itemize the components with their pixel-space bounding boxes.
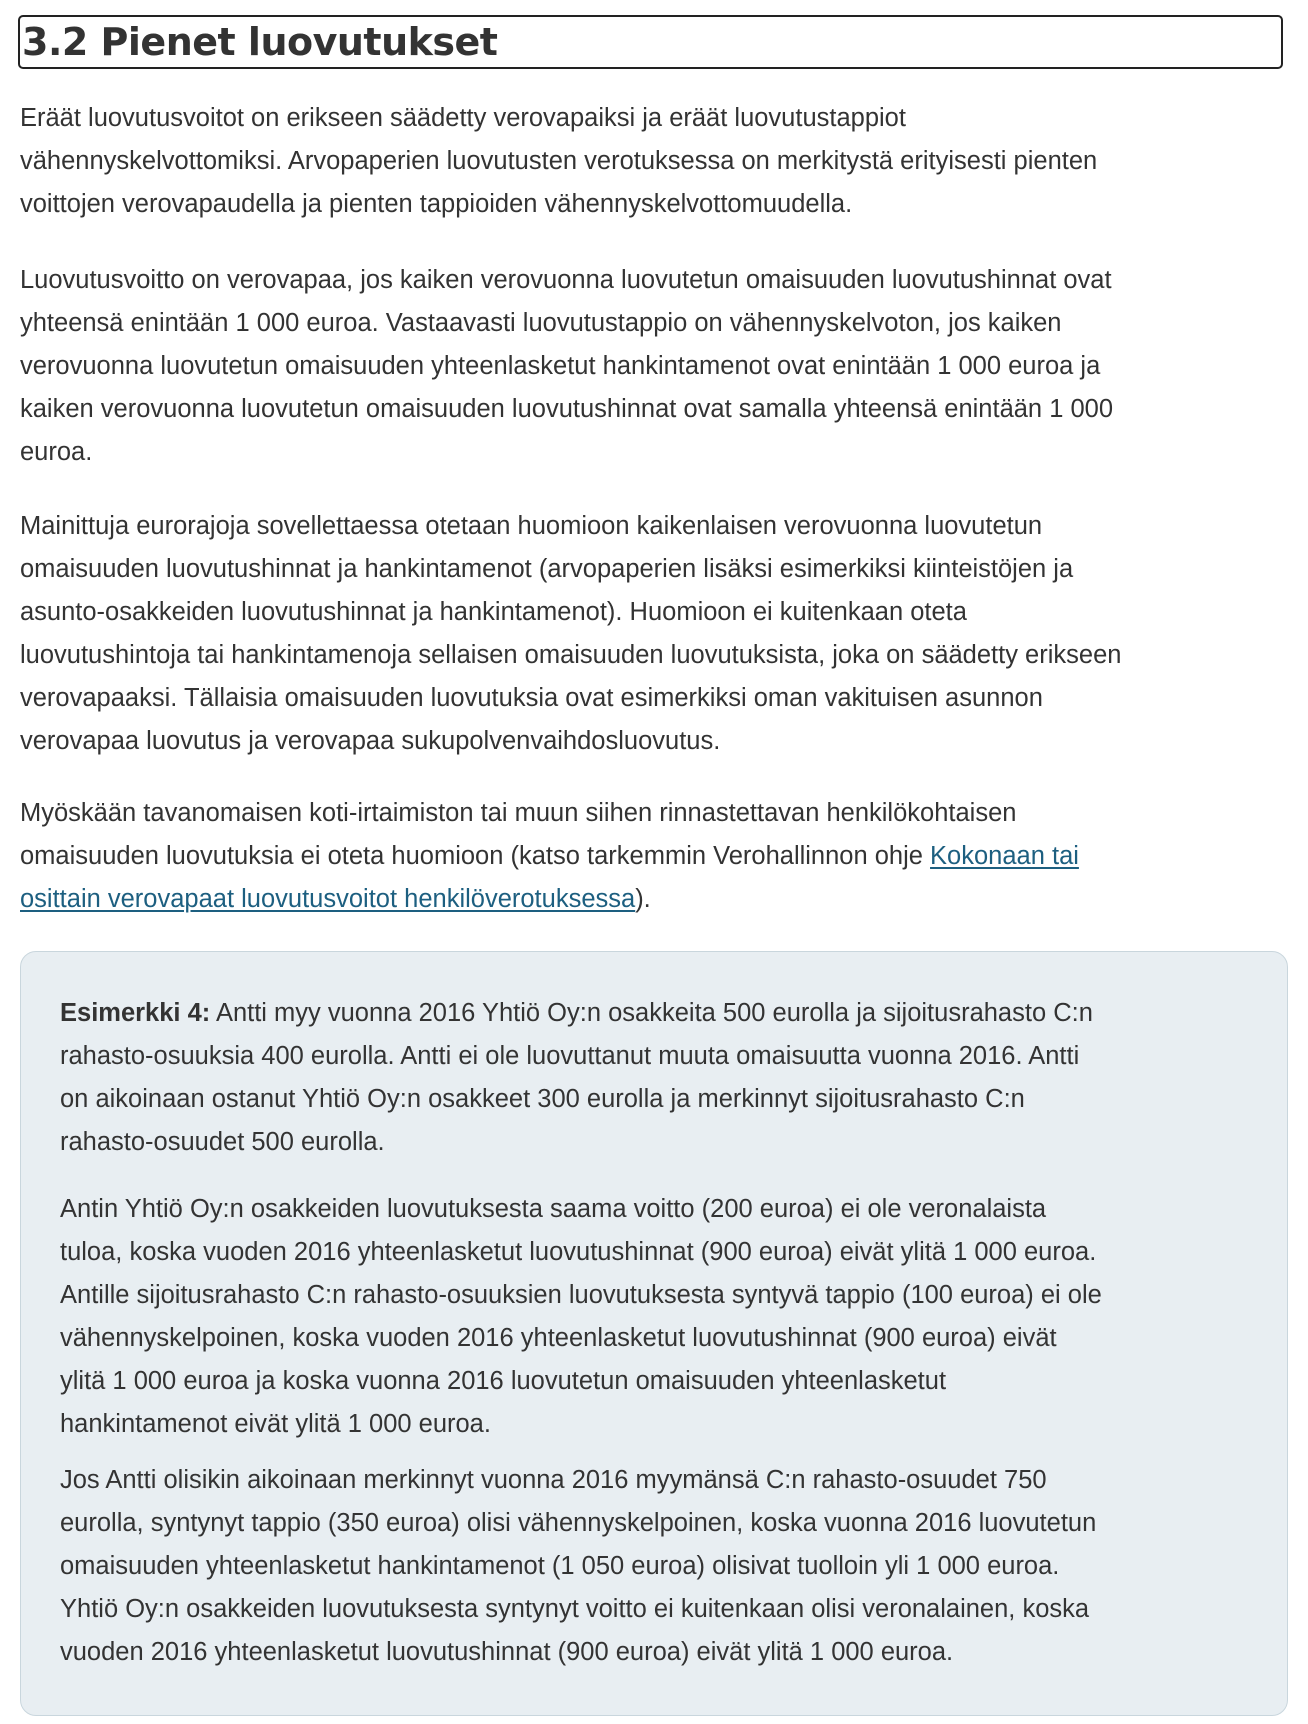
- text-line: Yhtiö Oy:n osakkeiden luovutuksesta syntynyt voitto ei kuitenkaan olisi veronalainen, koska: [60, 1595, 1090, 1623]
- text-line: ylitä 1 000 euroa ja koska vuonna 2016 luovutetun omaisuuden yhteenlasketut: [60, 1367, 947, 1395]
- text-line: Mainittuja eurorajoja sovellettaessa otetaan huomioon kaikenlaisen verovuonna luovutetun: [20, 512, 1043, 540]
- text-segment: Antti myy vuonna 2016 Yhtiö Oy:n osakkeita 500 eurolla ja sijoitusrahasto C:n: [210, 999, 1093, 1027]
- text-line: verovapaa luovutus ja verovapaa sukupolvenvaihdosluovutus.: [20, 727, 721, 755]
- section-heading-box: [18, 15, 1283, 69]
- text-line: verovapaaksi. Tällaisia omaisuuden luovutuksia ovat esimerkiksi oman vakituisen asunnon: [20, 684, 1043, 712]
- text-line: vähennyskelvottomiksi. Arvopaperien luovutusten verotuksessa on merkitystä erityisesti pienten: [20, 147, 1098, 175]
- example-paragraph-scenario: [60, 992, 1270, 1164]
- example-paragraph-alternative: [60, 1459, 1270, 1674]
- text-line: Antille sijoitusrahasto C:n rahasto-osuuksien luovutuksesta syntyvä tappio (100 euroa) ei ole: [60, 1281, 1102, 1309]
- paragraph-household-goods: [20, 792, 1295, 921]
- text-line: [60, 992, 1270, 1035]
- text-line: [20, 878, 1295, 921]
- text-line: yhteensä enintään 1 000 euroa. Vastaavasti luovutustappio on vähennyskelvoton, jos kaiken: [20, 309, 1062, 337]
- example-label: Esimerkki 4:: [60, 999, 211, 1027]
- text-line: on aikoinaan ostanut Yhtiö Oy:n osakkeet 300 eurolla ja merkinnyt sijoitusrahasto C:n: [60, 1085, 1025, 1113]
- text-line: vähennyskelpoinen, koska vuoden 2016 yhteenlasketut luovutushinnat (900 euroa) eivät: [60, 1324, 1057, 1352]
- text-line: Myöskään tavanomaisen koti-irtaimiston tai muun siihen rinnastettavan henkilökohtaisen: [20, 799, 1017, 827]
- text-segment: omaisuuden luovutuksia ei oteta huomioon (katso tarkemmin Verohallinnon ohje: [20, 842, 931, 870]
- guidance-link-part2[interactable]: osittain verovapaat luovutusvoitot henkilöverotuksessa: [20, 885, 636, 913]
- example-box: [20, 951, 1288, 1716]
- guidance-link-part1[interactable]: Kokonaan tai: [930, 842, 1079, 870]
- section-heading: 3.2 Pienet luovutukset: [22, 20, 498, 64]
- text-line: kaiken verovuonna luovutetun omaisuuden luovutushinnat ovat samalla yhteensä enintään 1 000: [20, 395, 1114, 423]
- text-line: vuoden 2016 yhteenlasketut luovutushinnat (900 euroa) eivät ylitä 1 000 euroa.: [60, 1638, 954, 1666]
- text-line: asunto-osakkeiden luovutushinnat ja hankintamenot). Huomioon ei kuitenkaan oteta: [20, 598, 967, 626]
- example-paragraph-result: [60, 1188, 1270, 1446]
- text-line: [20, 835, 1295, 878]
- text-line: voittojen verovapaudella ja pienten tappioiden vähennyskelvottomuudella.: [20, 190, 853, 218]
- text-line: euroa.: [20, 438, 93, 466]
- text-line: rahasto-osuudet 500 eurolla.: [60, 1128, 385, 1156]
- text-line: tuloa, koska vuoden 2016 yhteenlasketut luovutushinnat (900 euroa) eivät ylitä 1 000 euroa.: [60, 1238, 1097, 1266]
- text-line: hankintamenot eivät ylitä 1 000 euroa.: [60, 1410, 491, 1438]
- text-line: rahasto-osuuksia 400 eurolla. Antti ei ole luovuttanut muuta omaisuutta vuonna 2016. Antti: [60, 1042, 1080, 1070]
- paragraph-euro-limits: [20, 505, 1295, 763]
- text-line: omaisuuden yhteenlasketut hankintamenot (1 050 euroa) olisivat tuolloin yli 1 000 euroa.: [60, 1552, 1060, 1580]
- text-line: verovuonna luovutetun omaisuuden yhteenlasketut hankintamenot ovat enintään 1 000 euroa ja: [20, 352, 1101, 380]
- text-segment: ).: [635, 885, 651, 913]
- paragraph-small-disposals-intro: [20, 97, 1295, 226]
- text-line: Luovutusvoitto on verovapaa, jos kaiken verovuonna luovutetun omaisuuden luovutushinnat ovat: [20, 266, 1112, 294]
- text-line: eurolla, syntynyt tappio (350 euroa) olisi vähennyskelpoinen, koska vuonna 2016 luovutetun: [60, 1509, 1097, 1537]
- text-line: Jos Antti olisikin aikoinaan merkinnyt vuonna 2016 myymänsä C:n rahasto-osuudet 750: [60, 1466, 1047, 1494]
- text-line: Eräät luovutusvoitot on erikseen säädetty verovapaiksi ja eräät luovutustappiot: [20, 104, 906, 132]
- text-line: Antin Yhtiö Oy:n osakkeiden luovutuksesta saama voitto (200 euroa) ei ole veronalaista: [60, 1195, 1047, 1223]
- text-line: luovutushintoja tai hankintamenoja sellaisen omaisuuden luovutuksista, joka on säädetty erikseen: [20, 641, 1122, 669]
- paragraph-thresholds: [20, 259, 1295, 474]
- text-line: omaisuuden luovutushinnat ja hankintamenot (arvopaperien lisäksi esimerkiksi kiinteistöjen ja: [20, 555, 1074, 583]
